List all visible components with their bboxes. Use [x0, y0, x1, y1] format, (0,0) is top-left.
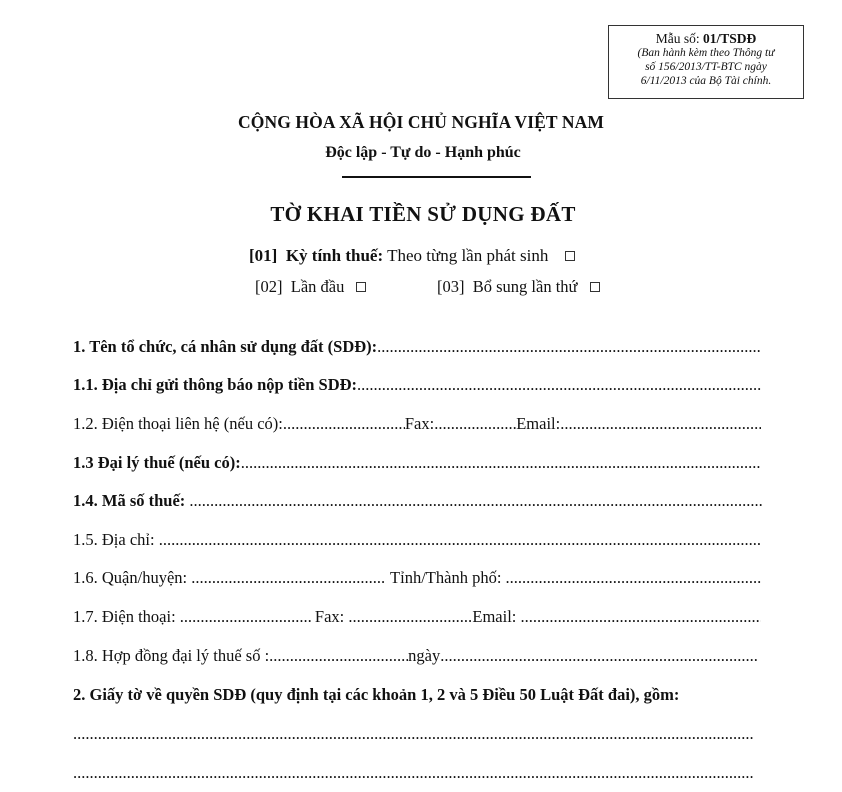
motto-heading: Độc lập - Tự do - Hạnh phúc	[325, 144, 521, 161]
field-1-6-province-label: Tỉnh/Thành phố:	[386, 568, 506, 587]
field-1-7-contact	[73, 607, 761, 627]
tax-period-checkbox[interactable]	[565, 251, 575, 261]
field-1-3-input[interactable]	[241, 453, 761, 473]
field-1-8-date-label: ngày	[408, 646, 441, 665]
field-1-3-tax-agent	[73, 453, 761, 473]
field-1-2-label: 1.2. Điện thoại liên hệ (nếu có):	[73, 414, 283, 433]
field-1-7-email-input[interactable]	[521, 607, 762, 627]
field-1-2-phone-input[interactable]	[283, 414, 405, 434]
field-1-6-label: 1.6. Quận/huyện:	[73, 568, 192, 587]
field-1-input[interactable]	[377, 337, 761, 357]
field-1-7-label: 1.7. Điện thoại:	[73, 607, 180, 626]
form-code-box	[608, 25, 804, 99]
field-1-5-label: 1.5. Địa chỉ:	[73, 530, 159, 549]
form-code	[609, 31, 803, 46]
first-time-label: Lần đầu	[290, 277, 345, 296]
field-2-line-1-input[interactable]	[73, 724, 753, 744]
first-time-row	[255, 277, 366, 297]
field-1-5-address	[73, 530, 761, 550]
field-1-8-label: 1.8. Hợp đồng đại lý thuế số :	[73, 646, 270, 665]
supplement-label: Bổ sung lần thứ	[472, 277, 578, 296]
field-1-4-label: 1.4. Mã số thuế:	[73, 491, 190, 510]
field-1-2-contact	[73, 414, 761, 434]
page-title: TỜ KHAI TIỀN SỬ DỤNG ĐẤT	[270, 202, 576, 226]
field-1-4-input[interactable]	[189, 491, 763, 511]
first-time-checkbox[interactable]	[356, 282, 366, 292]
field-1-1-input[interactable]	[357, 375, 761, 395]
tax-period-row	[249, 246, 575, 266]
field-1-8-number-input[interactable]	[269, 646, 408, 666]
field-1-8-agent-contract	[73, 646, 759, 666]
field-1-7-fax-input[interactable]	[348, 607, 472, 627]
field-1-1-label: 1.1. Địa chỉ gửi thông báo nộp tiền SDĐ:	[73, 375, 358, 394]
field-1-2-fax-input[interactable]	[434, 414, 516, 434]
field-1-7-phone-input[interactable]	[180, 607, 311, 627]
motto-underline	[342, 176, 531, 178]
field-1-label: 1. Tên tổ chức, cá nhân sử dụng đất (SDĐ):	[73, 337, 378, 356]
first-time-code: [02]	[255, 277, 283, 296]
supplement-checkbox[interactable]	[590, 282, 600, 292]
field-1-4-tax-code	[73, 491, 763, 511]
field-2-land-docs	[73, 685, 773, 705]
form-code-note-1: (Ban hành kèm theo Thông tư	[637, 47, 775, 59]
supplement-code: [03]	[437, 277, 465, 296]
supplement-row	[437, 277, 600, 297]
field-1-8-date-input[interactable]	[440, 646, 759, 666]
field-1-owner-name	[73, 337, 761, 357]
field-2-label: 2. Giấy tờ về quyền SDĐ (quy định tại các khoản 1, 2 và 5 Điều 50 Luật Đất đai), gồm:	[73, 685, 680, 704]
field-1-2-fax-label: Fax:	[404, 414, 435, 433]
tax-period-code: [01]	[249, 246, 278, 265]
field-1-3-label: 1.3 Đại lý thuế (nếu có):	[73, 453, 241, 472]
field-1-7-email-label: Email:	[472, 607, 521, 626]
field-1-1-notice-address	[73, 375, 761, 395]
field-1-2-email-input[interactable]	[560, 414, 761, 434]
tax-period-value: Theo từng lần phát sinh	[387, 246, 549, 265]
field-1-2-email-label: Email:	[516, 414, 561, 433]
field-1-6-district-input[interactable]	[191, 568, 386, 588]
tax-period-label: Kỳ tính thuế:	[285, 246, 384, 265]
field-1-5-input[interactable]	[159, 530, 761, 550]
field-2-line-2-input[interactable]	[73, 763, 753, 783]
form-code-note-3: 6/11/2013 của Bộ Tài chính.	[640, 75, 772, 87]
form-code-value: 01/TSDĐ	[702, 31, 757, 46]
field-1-6-district-province	[73, 568, 761, 588]
field-1-6-province-input[interactable]	[506, 568, 761, 588]
form-code-label: Mẫu số:	[655, 31, 703, 46]
form-code-note-2: số 156/2013/TT-BTC ngày	[645, 61, 767, 73]
field-1-7-fax-label: Fax:	[310, 607, 349, 626]
nation-heading: CỘNG HÒA XÃ HỘI CHỦ NGHĨA VIỆT NAM	[238, 112, 604, 132]
